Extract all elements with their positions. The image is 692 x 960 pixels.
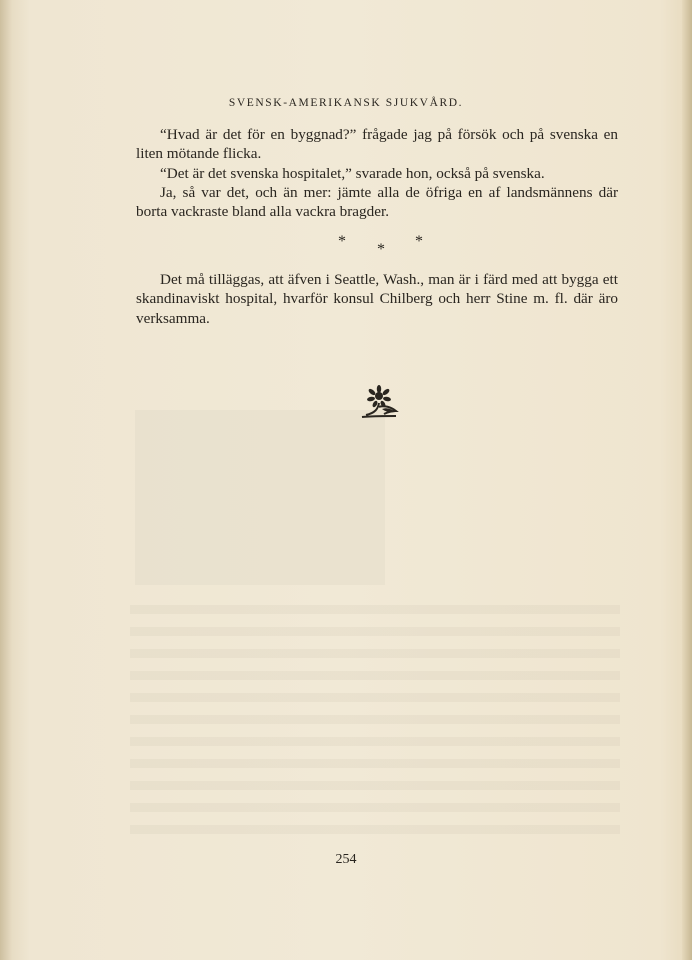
running-header: SVENSK-AMERIKANSK SJUKVÅRD. xyxy=(228,97,464,109)
page-right-edge xyxy=(682,0,692,960)
text-block-top xyxy=(136,125,618,221)
separator-star: * xyxy=(338,233,346,250)
page-left-edge xyxy=(0,0,12,960)
paragraph: “Hvad är det för en byggnad?” frågade jag på försök och på svenska en liten mötande flicka. xyxy=(136,126,618,163)
page-number: 254 xyxy=(335,852,357,867)
section-separator xyxy=(0,233,692,263)
show-through-image xyxy=(135,410,385,585)
paragraph: “Det är det svenska hospitalet,” svarade hon, också på svenska. xyxy=(160,164,545,182)
text-block-bottom xyxy=(136,270,618,328)
paragraph: Ja, så var det, och än mer: jämte alla de öfriga en af landsmännens där borta vackraste bland alla vackra bragder. xyxy=(136,183,618,221)
separator-star: * xyxy=(377,241,385,258)
show-through-text xyxy=(130,605,620,835)
separator-star: * xyxy=(415,233,423,250)
flower-ornament-icon xyxy=(358,385,400,421)
paragraph: Det må tilläggas, att äfven i Seattle, Wash., man är i färd med att bygga ett skandinaviskt hospital, hvarför konsul Chilberg och herr Stine m. fl. där äro verksamma. xyxy=(136,271,618,327)
